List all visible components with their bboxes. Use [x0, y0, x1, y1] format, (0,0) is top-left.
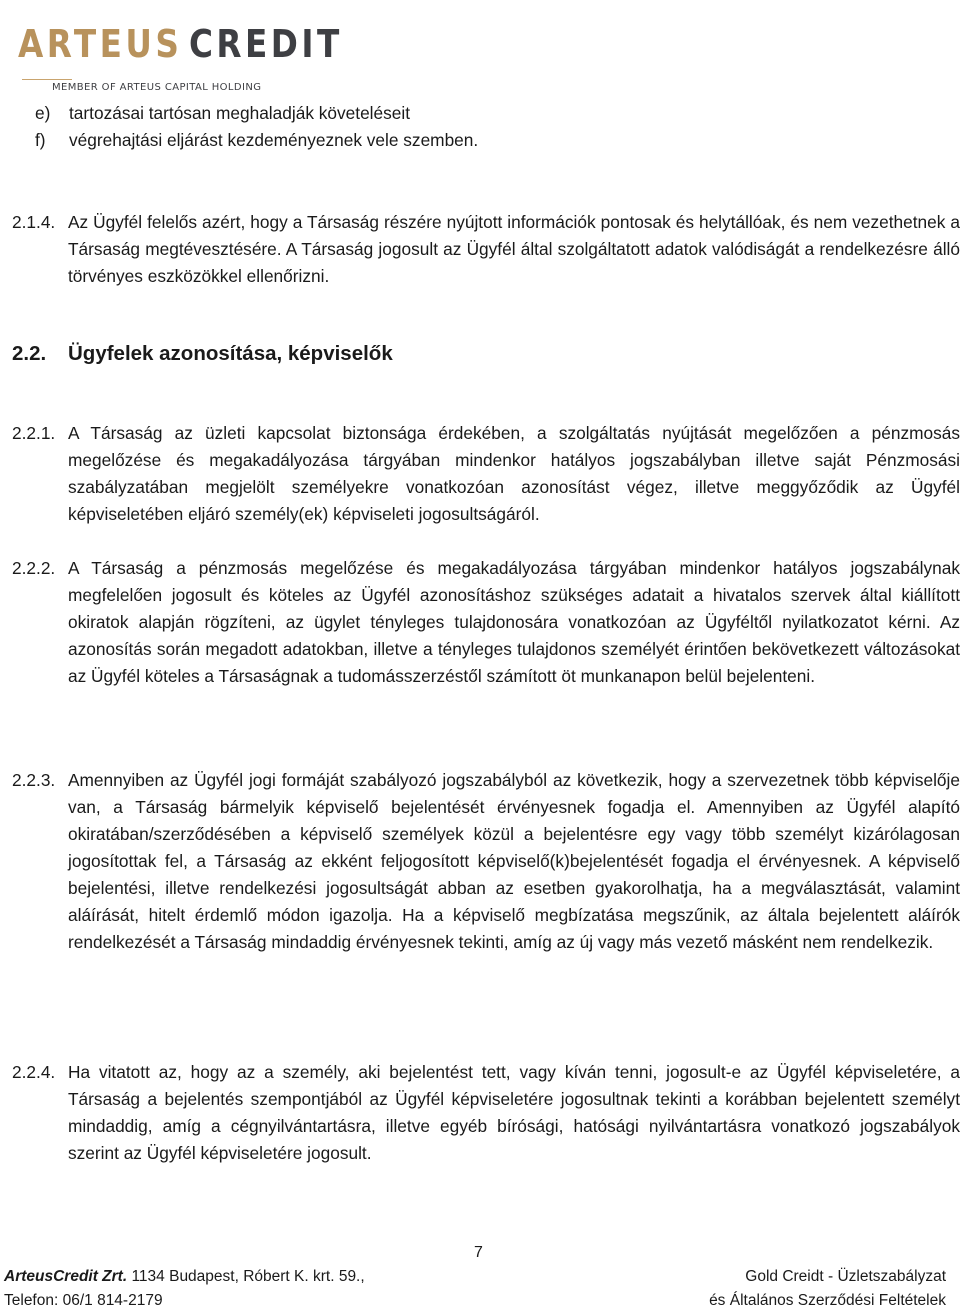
list-marker: e)	[35, 103, 51, 123]
company-logo	[18, 22, 343, 97]
section-number: 2.2.1.	[12, 423, 56, 443]
section-number: 2.2.2.	[12, 558, 56, 578]
list-text: végrehajtási eljárást kezdeményeznek vele szemben.	[69, 130, 479, 150]
footer-company-info	[4, 1265, 365, 1313]
footer-title-line1: Gold Creidt - Üzletszabályzat	[745, 1268, 946, 1285]
list-text: tartozásai tartósan meghaladják követeléseit	[69, 103, 411, 123]
section-text: A Társaság az üzleti kapcsolat biztonsága érdekében, a szolgáltatás nyújtását megelőzően a pénzmosás megelőzése és megakadályozása tárgyában mindenkor hatályos jogszabályban illetve saját Pénzmosási szabályzatában megjelölt személyekre vonatkozóan azonosítást végez, illetve meggyőződik az Ügyfél képviseletében eljáró személy(ek) képviseleti jogosultságáról.	[68, 423, 960, 524]
list-item	[35, 127, 478, 154]
footer-title-line2: és Általános Szerződési Feltételek	[709, 1292, 946, 1309]
footer-document-title	[709, 1265, 946, 1313]
section-heading	[12, 339, 393, 369]
section-text: Amennyiben az Ügyfél jogi formáját szabályozó jogszabályból az következik, hogy a szervezetnek több képviselője van, a Társaság bármelyik képviselő bejelentését érvényesnek fogadja el. Amennyiben az Ügyfél alapító okiratában/szerződésében a képviselő személyek közül a bejelentésre egy vagy több személyt kizárólagosan jogosítottak fel, a Társaság az ekként feljogosított képviselő(k)bejelentését fogadja el érvényesnek. A képviselő bejelentési, illetve rendelkezési jogosultságát abban az esetben gyakorolhatja, ha a megválasztását, valamint aláírását, hitelt érdemlő módon igazolja. Ha a képviselő megbízatása megszűnik, az általa bejelentett aláírók rendelkezését a Társaság mindaddig érvényesnek tekinti, amíg az új vagy más vezető másként nem rendelkezik.	[68, 770, 960, 952]
list-marker: f)	[35, 130, 46, 150]
section-number: 2.1.4.	[12, 212, 56, 232]
logo-word-arteus: ARTEUS	[18, 22, 183, 66]
section-text: Az Ügyfél felelős azért, hogy a Társaság részére nyújtott információk pontosak és helytállóak, és nem vezethetnek a Társaság megtévesztésére. A Társaság jogosult az Ügyfél által szolgáltatott adatok valódiságát a rendelkezésre álló törvényes eszközökkel ellenőrizni.	[68, 212, 960, 286]
section-2-1-4	[12, 209, 960, 290]
footer-address: 1134 Budapest, Róbert K. krt. 59.,	[127, 1268, 365, 1285]
footer-company-name: ArteusCredit Zrt.	[4, 1268, 128, 1285]
section-text: Ha vitatott az, hogy az a személy, aki bejelentést tett, vagy kíván tenni, jogosult-e az Ügyfél képviseletére, a Társaság a bejelentés szempontjából az Ügyfél képviseletére jogosultnak tekinti a korábban bejelentett személyt mindaddig, amíg a cégnyilvántartásra, illetve egyéb bírósági, hatósági nyilvántartásra vonatkozó jogszabályok szerint az Ügyfél képviseletére jogosult.	[68, 1062, 960, 1163]
logo-divider	[22, 79, 72, 80]
section-number: 2.2.3.	[12, 770, 56, 790]
heading-number: 2.2.	[12, 342, 47, 365]
footer-phone: Telefon: 06/1 814-2179	[4, 1292, 163, 1309]
list-item	[35, 100, 410, 127]
section-2-2-3	[12, 767, 960, 956]
logo-tagline: MEMBER OF ARTEUS CAPITAL HOLDING	[52, 82, 262, 93]
section-text: A Társaság a pénzmosás megelőzése és megakadályozása tárgyában mindenkor hatályos jogszabálynak megfelelően jogosult és köteles az Ügyfél azonosításhoz szükséges adatait a hivatalos szervek által kiállított okiratok alapján rögzíteni, az ügylet tényleges tulajdonosára vonatkozóan az Ügyféltől nyilatkozatot kérni. Az azonosítás során megadott adatokban, illetve a tényleges tulajdonos személyét érintően bekövetkezett változásokat az Ügyfél köteles a Társaságnak a tudomásszerzéstől számított öt munkanapon belül bejelenteni.	[68, 558, 960, 686]
section-2-2-1	[12, 420, 960, 528]
page-number: 7	[474, 1244, 483, 1261]
section-number: 2.2.4.	[12, 1062, 56, 1082]
heading-title: Ügyfelek azonosítása, képviselők	[68, 342, 393, 365]
section-2-2-2	[12, 555, 960, 690]
logo-word-credit: CREDIT	[189, 22, 343, 66]
section-2-2-4	[12, 1059, 960, 1167]
